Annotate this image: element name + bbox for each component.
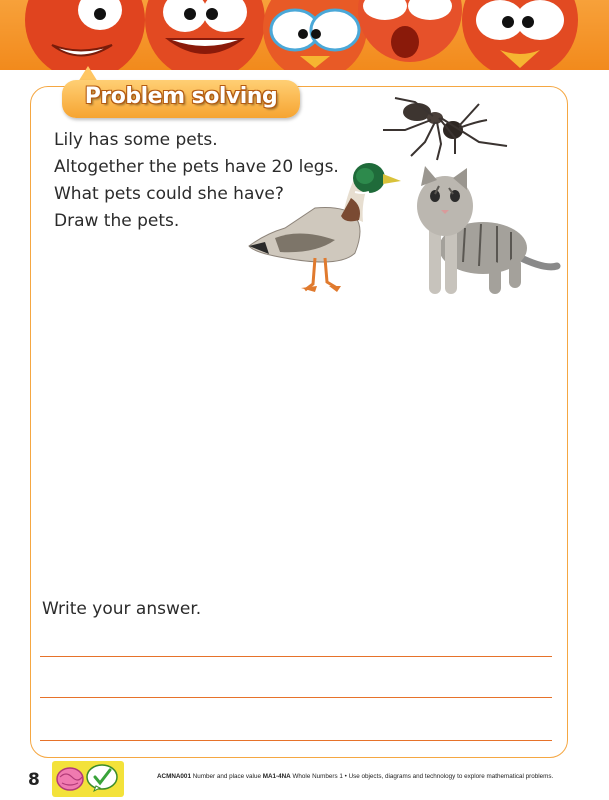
ant-picture	[375, 94, 515, 164]
header-banner	[0, 0, 609, 70]
outcome-desc: Whole Numbers 1 • Use objects, diagrams and technology to explore mathematical problems.	[292, 773, 554, 780]
footer-icons	[52, 761, 124, 797]
outcome-code: MA1-4NA	[262, 773, 291, 780]
answer-line[interactable]	[40, 697, 552, 698]
kitten-picture	[405, 166, 561, 300]
answer-prompt: Write your answer.	[42, 599, 202, 619]
title-tab	[62, 80, 300, 118]
question-line: What pets could she have?	[54, 184, 284, 204]
question-line: Lily has some pets.	[54, 130, 218, 150]
curriculum-footer	[157, 773, 553, 780]
question-line: Draw the pets.	[54, 211, 180, 231]
curriculum-code: ACMNA001	[157, 773, 191, 780]
cartoon-faces-illustration	[0, 0, 609, 70]
curriculum-code-desc: Number and place value	[192, 773, 261, 780]
page-number: 8	[28, 770, 40, 790]
question-line: Altogether the pets have 20 legs.	[54, 157, 339, 177]
answer-line[interactable]	[40, 740, 552, 741]
answer-line[interactable]	[40, 656, 552, 657]
brain-icon	[57, 768, 83, 790]
duck-picture	[245, 158, 405, 294]
page-title: Problem solving	[84, 84, 278, 109]
